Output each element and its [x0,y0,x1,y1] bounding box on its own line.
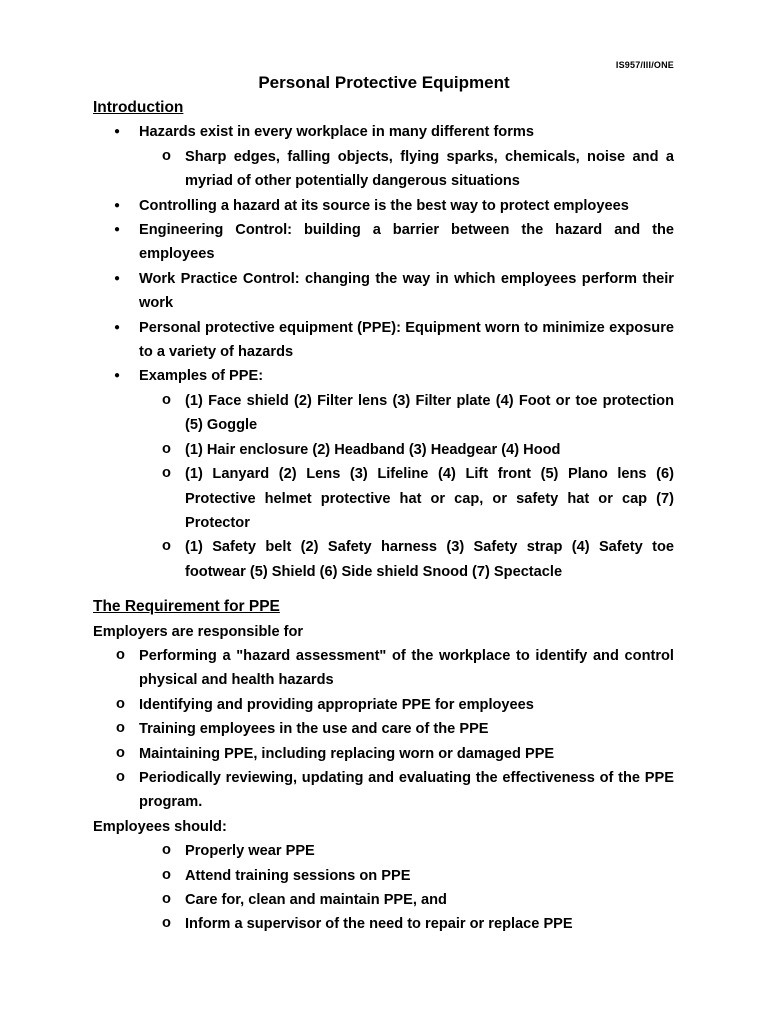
list-item: o Properly wear PPE [93,839,674,863]
intro-bullet-list [93,120,674,584]
ppe-examples-list [93,389,674,584]
list-item: o Performing a "hazard assessment" of the workplace to identify and control physical and health hazards [93,644,674,693]
list-item: o Identifying and providing appropriate PPE for employees [93,693,674,717]
list-item: o (1) Safety belt (2) Safety harness (3) Safety strap (4) Safety toe footwear (5) Shield (6) Side shield Snood (7) Spectacle [93,535,674,584]
list-item: ● Work Practice Control: changing the way in which employees perform their work [93,267,674,316]
list-item: o Inform a supervisor of the need to repair or replace PPE [93,912,674,936]
sub-list [93,145,674,194]
employers-label: Employers are responsible for [93,623,304,640]
section-heading-requirement: The Requirement for PPE [93,598,280,616]
document-body [93,96,674,937]
list-item: o Care for, clean and maintain PPE, and [93,888,674,912]
list-item: o Maintaining PPE, including replacing worn or damaged PPE [93,742,674,766]
employees-list [93,839,674,937]
list-item: ● Hazards exist in every workplace in many different forms o Sharp edges, falling objects, flying sparks, chemicals, noise and a myriad of other potentially dangerous situations [93,120,674,193]
employees-label: Employees should: [93,818,227,835]
list-item: o Attend training sessions on PPE [93,864,674,888]
list-item: o (1) Lanyard (2) Lens (3) Lifeline (4) Lift front (5) Plano lens (6) Protective helmet protective hat or cap, or safety hat or cap (7) Protector [93,462,674,535]
list-item: o Sharp edges, falling objects, flying sparks, chemicals, noise and a myriad of other potentially dangerous situations [93,145,674,194]
list-item: ● Engineering Control: building a barrier between the hazard and the employees [93,218,674,267]
page-title: Personal Protective Equipment [258,73,510,92]
list-item: ● Personal protective equipment (PPE): Equipment worn to minimize exposure to a variety of hazards [93,316,674,365]
document-code: IS957/III/ONE [615,60,674,70]
list-item: ● Examples of PPE: o (1) Face shield (2) Filter lens (3) Filter plate (4) Foot or toe protection (5) Goggle o (1) Hair enclosure (2) Headband (3) Headgear (4) Hood o (1) Lanyard (2) Lens (3) Lifeline (4) Lift front (5) Plano lens (6) Protective helmet protective hat or cap, or safety hat or cap (7) Protector o (1) Safety belt (2) Safety harness (3) Safety strap (4) Safety toe footwear (5) Shield (6) Side shield Snood (7) Spectacle [93,364,674,584]
section-heading-introduction: Introduction [93,99,184,116]
employers-list [93,644,674,815]
list-item: ● Controlling a hazard at its source is the best way to protect employees [93,194,674,218]
list-item: o Training employees in the use and care of the PPE [93,717,674,741]
list-item: o (1) Face shield (2) Filter lens (3) Filter plate (4) Foot or toe protection (5) Goggle [93,389,674,438]
list-item: o Periodically reviewing, updating and evaluating the effectiveness of the PPE program. [93,766,674,815]
list-item: o (1) Hair enclosure (2) Headband (3) Headgear (4) Hood [93,438,674,462]
